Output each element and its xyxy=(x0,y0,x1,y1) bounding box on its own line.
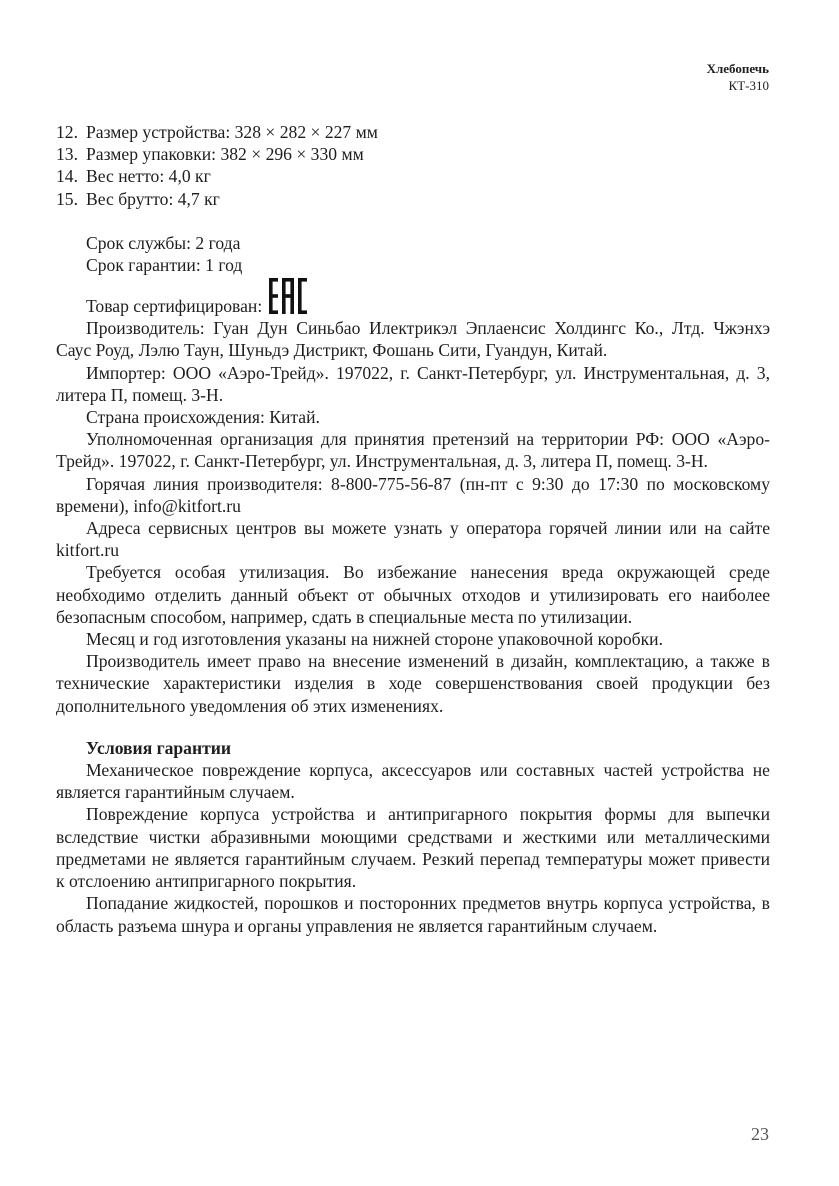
spec-list xyxy=(56,121,770,210)
importer: Импортер: ООО «Аэро-Трейд». 197022, г. Санкт-Петербург, ул. Инструментальная, д. 3, литера П, помещ. 3-Н. xyxy=(56,362,770,405)
country-of-origin: Страна происхождения: Китай. xyxy=(86,407,320,428)
disposal-notice: Требуется особая утилизация. Во избежание нанесения вреда окружающей среде необходимо отделить данный объект от обычных отходов и утилизировать его наиболее безопасным способом, например, сдать в специальные места по утилизации. xyxy=(56,562,770,627)
service-centers: Адреса сервисных центров вы можете узнать у оператора горячей линии или на сайте kitfort.ru xyxy=(56,518,770,561)
spec-number: 12. xyxy=(56,122,78,142)
hotline: Горячая линия производителя: 8-800-775-56-87 (пн-пт с 9:30 до 17:30 по московскому времени), info@kitfort.ru xyxy=(56,473,770,516)
warranty-paragraph: Повреждение корпуса устройства и антипригарного покрытия формы для выпечки вследствие чистки абразивными моющими средствами и жесткими или металлическими предметами не является гарантийным случаем. Резкий перепад температуры может привести к отслоению антипригарного покрытия. xyxy=(56,804,770,892)
spacer xyxy=(56,210,770,232)
service-life: Срок службы: 2 года xyxy=(86,232,241,253)
warranty-paragraph: Попадание жидкостей, порошков и посторонних предметов внутрь корпуса устройства, в область разъема шнура и органы управления не является гарантийным случаем. xyxy=(56,893,770,936)
manufacturer: Производитель: Гуан Дун Синьбао Илектрикэл Эплаенсис Холдингс Ко., Лтд. Чжэнхэ Саус Роуд, Лэлю Таун, Шуньдэ Дистрикт, Фошань Сити, Гуандун, Китай. xyxy=(56,318,770,361)
spec-item xyxy=(56,165,770,187)
spec-item xyxy=(56,121,770,143)
spec-item xyxy=(56,188,770,210)
certification-line xyxy=(56,276,770,317)
product-model: КТ-310 xyxy=(728,78,769,93)
spec-text: Размер упаковки: 382 × 296 × 330 мм xyxy=(86,144,364,165)
spec-number: 13. xyxy=(56,144,78,165)
spec-number: 14. xyxy=(56,166,78,187)
spec-text: Размер устройства: 328 × 282 × 227 мм xyxy=(86,122,378,142)
certified-label: Товар сертифицирован: xyxy=(86,296,263,317)
eac-certification-icon xyxy=(268,276,308,316)
manufacture-date: Месяц и год изготовления указаны на нижней стороне упаковочной коробки. xyxy=(86,629,663,650)
warranty-period: Срок гарантии: 1 год xyxy=(86,255,243,276)
page-header xyxy=(707,60,769,94)
spec-item xyxy=(56,143,770,165)
spec-text: Вес брутто: 4,7 кг xyxy=(86,188,220,209)
warranty-paragraph: Механическое повреждение корпуса, аксессуаров или составных частей устройства не является гарантийным случаем. xyxy=(56,760,770,803)
spec-number: 15. xyxy=(56,188,78,209)
page-number: 23 xyxy=(751,1124,769,1144)
changes-notice: Производитель имеет право на внесение изменений в дизайн, комплектацию, а также в технические характеристики изделия в ходе совершенствования своей продукции без дополнительного уведомления об этих изменениях. xyxy=(56,651,770,716)
authorized-organization: Уполномоченная организация для принятия претензий на территории РФ: ООО «Аэро-Трейд». 197022, г. Санкт-Петербург, ул. Инструментальная, д. 3, литера П, помещ. 3-Н. xyxy=(56,429,770,472)
spacer xyxy=(56,717,770,737)
page-content xyxy=(56,121,770,937)
product-name: Хлебопечь xyxy=(706,61,769,76)
spec-text: Вес нетто: 4,0 кг xyxy=(86,166,211,187)
warranty-title: Условия гарантии xyxy=(86,737,232,758)
